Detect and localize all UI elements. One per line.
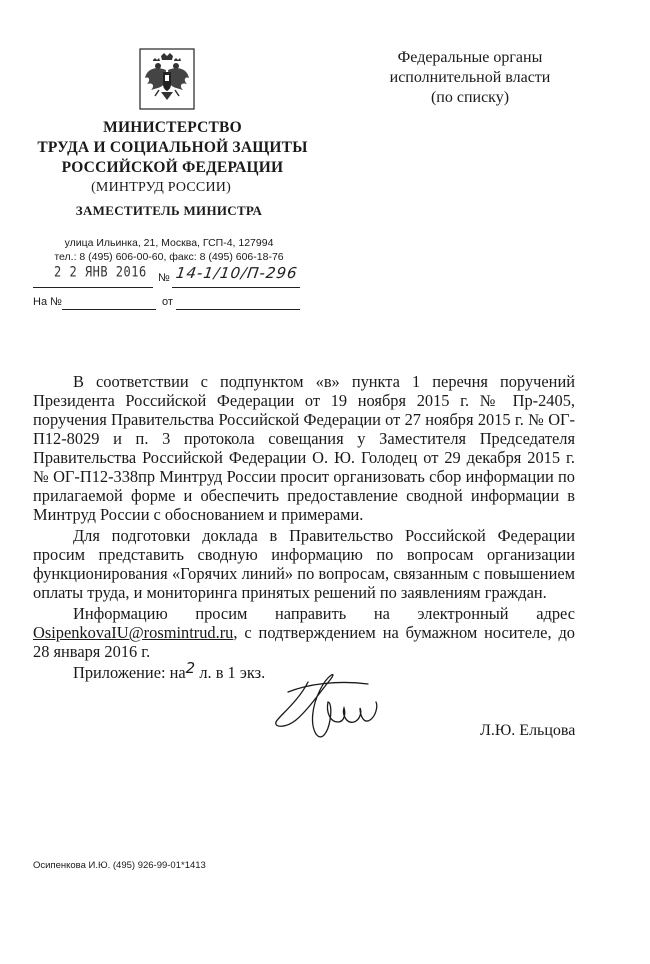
- attachment-suffix: л. в 1 экз.: [195, 663, 266, 682]
- paragraph-3-text: Информацию просим направить на электронный адрес: [73, 604, 575, 623]
- reply-from-label: от: [162, 296, 173, 308]
- signer-name: Л.Ю. Ельцова: [480, 722, 576, 739]
- executor-contact: Осипенкова И.Ю. (495) 926-99-01*1413: [33, 860, 206, 871]
- attachment-page-count: 2: [185, 659, 196, 677]
- reply-date-underline: [176, 309, 300, 310]
- attachment-prefix: Приложение: на: [73, 663, 186, 682]
- date-underline: [33, 287, 153, 288]
- reply-to-number-label: На №: [33, 296, 62, 308]
- body-paragraph-1: В соответствии с подпунктом «в» пункта 1 перечня поручений Президента Российской Федерации от 19 ноября 2015 г. № Пр-2405, поручения Правительства Российской Федерации от 27 ноября 2015 г. № ОГ-П12-8029 и п. 3 протокола совещания у Заместителя Председателя Правительства Российской Федерации О. Ю. Голодец от 29 декабря 2015 г. № ОГ-П12-338пр Минтруд России просит организовать сбор информации по прилагаемой форме и обеспечить предоставление сводной информации в Минтруд России с обоснованием и примерами.: [33, 372, 575, 524]
- addressee-line3: (по списку): [430, 89, 510, 106]
- date-stamp: 2 2 ЯНВ 2016: [54, 263, 147, 281]
- paragraph-3-text-end: , с подтверждением на бумажном носителе, до 28 января 2016 г.: [33, 623, 575, 661]
- reply-number-underline: [62, 309, 156, 310]
- registration-number: 14-1/10/П-296: [174, 264, 299, 282]
- letter-body: [33, 372, 575, 683]
- ministry-department-line2: РОССИЙСКОЙ ФЕДЕРАЦИИ: [61, 159, 284, 176]
- body-paragraph-3: [33, 604, 575, 661]
- number-label: №: [158, 272, 170, 284]
- coat-of-arms-icon: [139, 48, 195, 110]
- body-paragraph-2: Для подготовки доклада в Правительство Российской Федерации просим представить сводную информацию по вопросам организации функционирования «Горячих линий» по вопросам, связанным с повышением оплаты труда, и мониторинга принятых решений по заявлениям граждан.: [33, 526, 575, 602]
- number-underline: [172, 287, 300, 288]
- ministry-abbreviation: (МИНТРУД РОССИИ): [91, 180, 231, 195]
- addressee-line2: исполнительной власти: [389, 69, 551, 86]
- addressee-block: [380, 48, 560, 108]
- address-line: улица Ильинка, 21, Москва, ГСП-4, 127994: [64, 237, 274, 249]
- phone-fax-line: тел.: 8 (495) 606-00-60, факс: 8 (495) 606-18-76: [54, 251, 284, 263]
- handwritten-signature: [268, 662, 398, 752]
- ministry-title: МИНИСТЕРСТВО: [103, 119, 242, 136]
- ministry-department-line1: ТРУДА И СОЦИАЛЬНОЙ ЗАЩИТЫ: [37, 139, 308, 156]
- addressee-line1: Федеральные органы: [397, 49, 543, 66]
- email-link[interactable]: OsipenkovaIU@rosmintrud.ru: [33, 623, 234, 642]
- sender-position: ЗАМЕСТИТЕЛЬ МИНИСТРА: [75, 203, 263, 218]
